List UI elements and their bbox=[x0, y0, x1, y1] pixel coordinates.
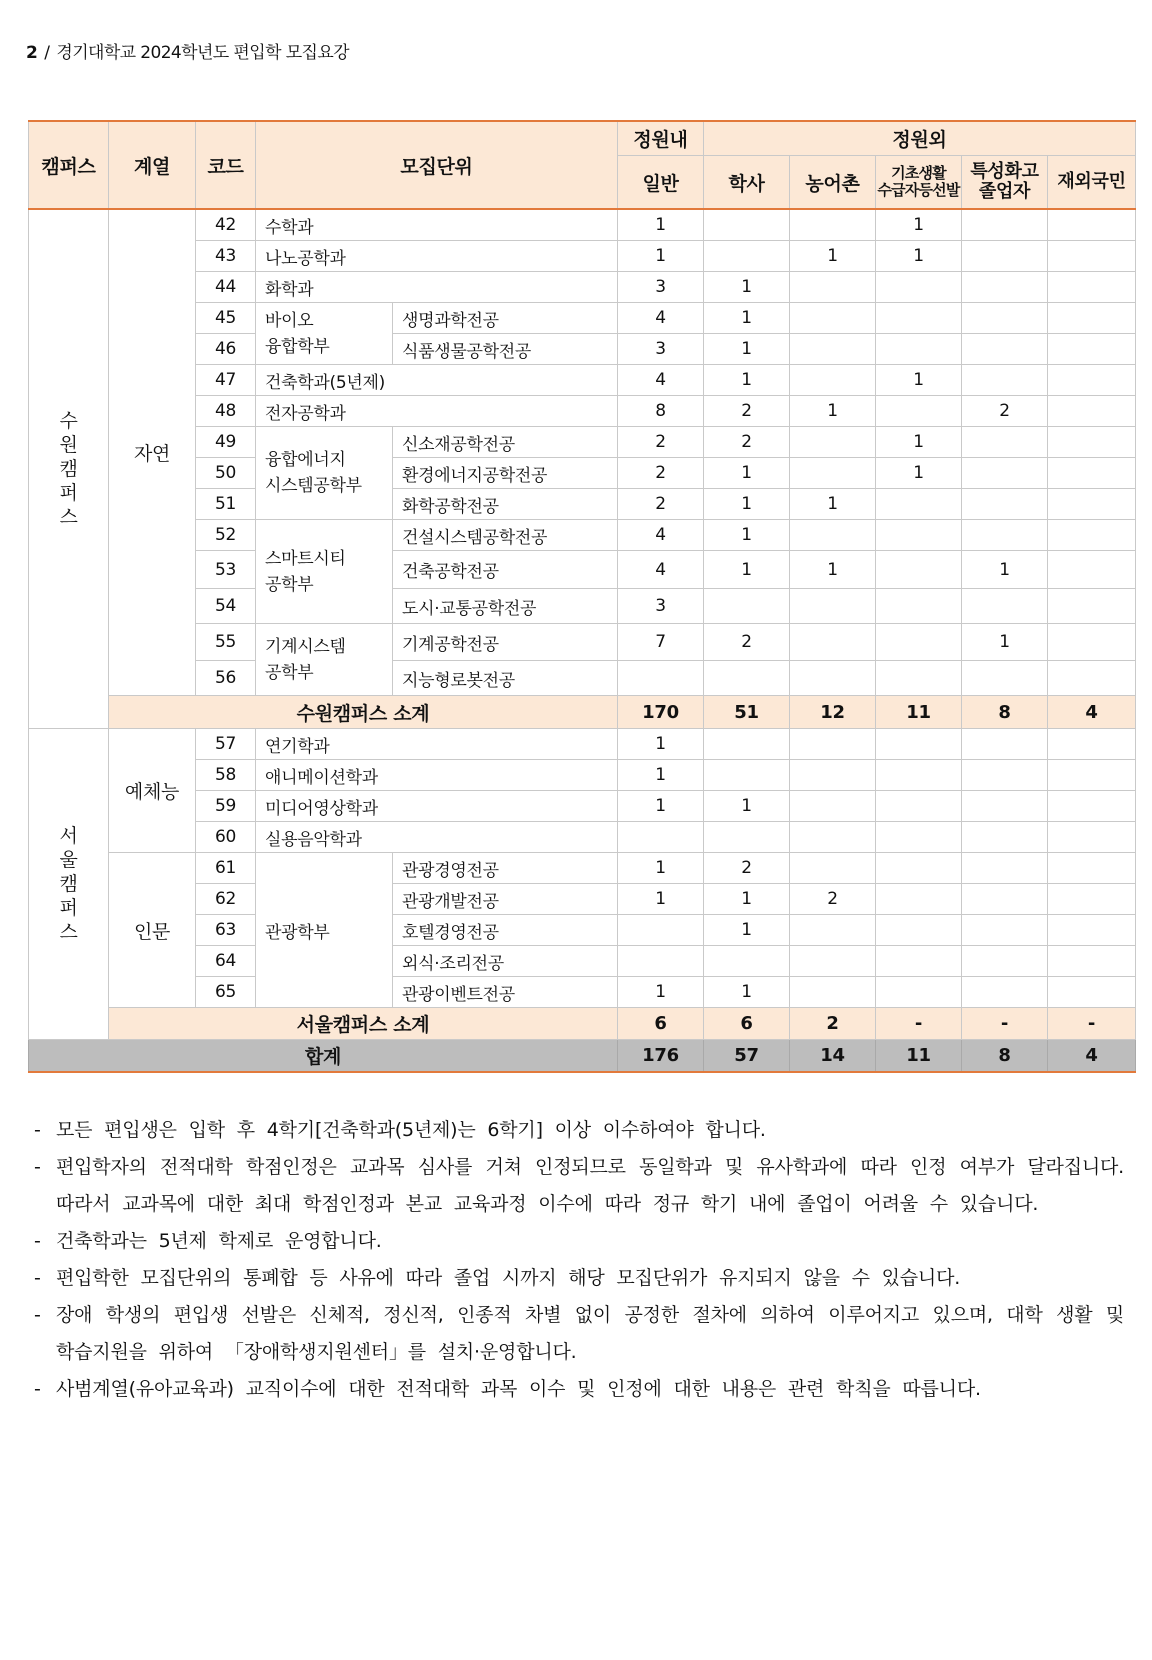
basic-cell bbox=[876, 520, 962, 551]
rural-cell bbox=[790, 661, 876, 696]
rural-cell: 1 bbox=[790, 551, 876, 589]
bachelor-cell: 1 bbox=[704, 915, 790, 946]
col-bachelor-header: 학사 bbox=[704, 156, 790, 210]
note-text: 모든 편입생은 입학 후 4학기[건축학과(5년제)는 6학기] 이상 이수하여야 합니다. bbox=[56, 1119, 766, 1141]
table-row bbox=[29, 303, 1136, 334]
general-cell: 3 bbox=[618, 272, 704, 303]
table-row bbox=[29, 209, 1136, 241]
bachelor-cell: 1 bbox=[704, 458, 790, 489]
basic-cell bbox=[876, 915, 962, 946]
code-cell: 51 bbox=[196, 489, 256, 520]
code-cell: 50 bbox=[196, 458, 256, 489]
general-cell bbox=[618, 946, 704, 977]
code-cell: 55 bbox=[196, 624, 256, 661]
basic-cell bbox=[876, 489, 962, 520]
unit-cell: 화학공학전공 bbox=[393, 489, 618, 520]
unit-cell: 외식·조리전공 bbox=[393, 946, 618, 977]
basic-cell bbox=[876, 303, 962, 334]
table-row bbox=[29, 791, 1136, 822]
total-basic: 11 bbox=[876, 1040, 962, 1072]
bachelor-cell: 2 bbox=[704, 853, 790, 884]
code-cell: 47 bbox=[196, 365, 256, 396]
col-rural-header: 농어촌 bbox=[790, 156, 876, 210]
overseas-cell bbox=[1048, 458, 1136, 489]
table-row bbox=[29, 760, 1136, 791]
basic-cell bbox=[876, 661, 962, 696]
header-separator: / bbox=[44, 43, 50, 63]
table-row bbox=[29, 915, 1136, 946]
overseas-cell bbox=[1048, 760, 1136, 791]
general-cell: 4 bbox=[618, 303, 704, 334]
note-dash: - bbox=[34, 1267, 41, 1289]
rural-cell bbox=[790, 791, 876, 822]
special-cell bbox=[962, 427, 1048, 458]
campus-suwon-label: 수 원 캠 퍼 스 bbox=[29, 209, 109, 729]
unit-cell: 신소재공학전공 bbox=[393, 427, 618, 458]
total-general: 176 bbox=[618, 1040, 704, 1072]
overseas-cell bbox=[1048, 396, 1136, 427]
overseas-cell bbox=[1048, 551, 1136, 589]
rural-cell bbox=[790, 334, 876, 365]
note-dash: - bbox=[34, 1119, 41, 1141]
unit-cell: 실용음악학과 bbox=[256, 822, 618, 853]
note-dash: - bbox=[34, 1378, 41, 1400]
seoul-subtotal-row bbox=[29, 1008, 1136, 1040]
basic-cell: 1 bbox=[876, 209, 962, 241]
basic-cell bbox=[876, 589, 962, 624]
code-cell: 54 bbox=[196, 589, 256, 624]
basic-cell bbox=[876, 791, 962, 822]
rural-cell bbox=[790, 946, 876, 977]
unit-group-mechanical: 기계시스템 공학부 bbox=[256, 624, 393, 696]
table-row bbox=[29, 551, 1136, 589]
general-cell: 1 bbox=[618, 791, 704, 822]
rural-cell bbox=[790, 303, 876, 334]
special-cell bbox=[962, 334, 1048, 365]
bachelor-cell bbox=[704, 241, 790, 272]
note-text: 사범계열(유아교육과) 교직이수에 대한 전적대학 과목 이수 및 인정에 대한 내용은 관련 학칙을 따릅니다. bbox=[56, 1378, 981, 1400]
special-cell bbox=[962, 303, 1048, 334]
bachelor-cell: 1 bbox=[704, 272, 790, 303]
rural-cell bbox=[790, 822, 876, 853]
col-overseas-header: 재외국민 bbox=[1048, 156, 1136, 210]
table-row bbox=[29, 396, 1136, 427]
special-cell bbox=[962, 946, 1048, 977]
table-row bbox=[29, 241, 1136, 272]
suwon-subtotal-row bbox=[29, 696, 1136, 729]
rural-cell bbox=[790, 977, 876, 1008]
unit-group-smartcity: 스마트시티 공학부 bbox=[256, 520, 393, 624]
overseas-cell bbox=[1048, 334, 1136, 365]
rural-cell bbox=[790, 209, 876, 241]
general-cell: 1 bbox=[618, 241, 704, 272]
rural-cell bbox=[790, 427, 876, 458]
subtotal-basic: 11 bbox=[876, 696, 962, 729]
unit-cell: 나노공학과 bbox=[256, 241, 618, 272]
unit-cell: 생명과학전공 bbox=[393, 303, 618, 334]
general-cell: 3 bbox=[618, 334, 704, 365]
code-cell: 64 bbox=[196, 946, 256, 977]
field-arts-label: 예체능 bbox=[109, 729, 196, 853]
code-cell: 65 bbox=[196, 977, 256, 1008]
basic-cell bbox=[876, 946, 962, 977]
overseas-cell bbox=[1048, 427, 1136, 458]
table-row bbox=[29, 822, 1136, 853]
overseas-cell bbox=[1048, 272, 1136, 303]
general-cell: 3 bbox=[618, 589, 704, 624]
rural-cell: 1 bbox=[790, 396, 876, 427]
table-row bbox=[29, 729, 1136, 760]
table-row bbox=[29, 489, 1136, 520]
overseas-cell bbox=[1048, 661, 1136, 696]
code-cell: 63 bbox=[196, 915, 256, 946]
bachelor-cell: 2 bbox=[704, 624, 790, 661]
subtotal-overseas: 4 bbox=[1048, 696, 1136, 729]
subtotal-special: 8 bbox=[962, 696, 1048, 729]
general-cell: 4 bbox=[618, 551, 704, 589]
rural-cell bbox=[790, 458, 876, 489]
grand-total-row bbox=[29, 1040, 1136, 1072]
unit-group-tourism: 관광학부 bbox=[256, 853, 393, 1008]
special-cell bbox=[962, 458, 1048, 489]
total-rural: 14 bbox=[790, 1040, 876, 1072]
table-row bbox=[29, 272, 1136, 303]
unit-cell: 미디어영상학과 bbox=[256, 791, 618, 822]
unit-cell: 전자공학과 bbox=[256, 396, 618, 427]
total-overseas: 4 bbox=[1048, 1040, 1136, 1072]
bachelor-cell bbox=[704, 661, 790, 696]
basic-cell bbox=[876, 396, 962, 427]
col-specialized-hs-header: 특성화고 졸업자 bbox=[962, 156, 1048, 210]
rural-cell bbox=[790, 272, 876, 303]
code-cell: 57 bbox=[196, 729, 256, 760]
table-row bbox=[29, 427, 1136, 458]
table-row bbox=[29, 520, 1136, 551]
general-cell: 2 bbox=[618, 458, 704, 489]
col-basic-livelihood-header: 기초생활 수급자등선발 bbox=[876, 156, 962, 210]
note-item bbox=[34, 1297, 1124, 1371]
subtotal-general: 6 bbox=[618, 1008, 704, 1040]
special-cell bbox=[962, 589, 1048, 624]
unit-cell: 연기학과 bbox=[256, 729, 618, 760]
code-cell: 42 bbox=[196, 209, 256, 241]
recruitment-table bbox=[28, 120, 1136, 1073]
special-cell bbox=[962, 822, 1048, 853]
field-humanities-label: 인문 bbox=[109, 853, 196, 1008]
overseas-cell bbox=[1048, 489, 1136, 520]
table-row bbox=[29, 946, 1136, 977]
subtotal-general: 170 bbox=[618, 696, 704, 729]
unit-cell: 애니메이션학과 bbox=[256, 760, 618, 791]
bachelor-cell: 1 bbox=[704, 520, 790, 551]
rural-cell bbox=[790, 853, 876, 884]
note-dash: - bbox=[34, 1230, 41, 1252]
rural-cell bbox=[790, 915, 876, 946]
basic-cell: 1 bbox=[876, 458, 962, 489]
rural-cell bbox=[790, 729, 876, 760]
general-cell: 1 bbox=[618, 760, 704, 791]
unit-cell: 건설시스템공학전공 bbox=[393, 520, 618, 551]
general-cell bbox=[618, 661, 704, 696]
special-cell bbox=[962, 241, 1048, 272]
basic-cell: 1 bbox=[876, 365, 962, 396]
note-text: 편입학한 모집단위의 통폐합 등 사유에 따라 졸업 시까지 해당 모집단위가 유지되지 않을 수 있습니다. bbox=[56, 1267, 961, 1289]
code-cell: 44 bbox=[196, 272, 256, 303]
table-row bbox=[29, 334, 1136, 365]
bachelor-cell bbox=[704, 822, 790, 853]
subtotal-bachelor: 51 bbox=[704, 696, 790, 729]
unit-cell: 수학과 bbox=[256, 209, 618, 241]
basic-cell: 1 bbox=[876, 241, 962, 272]
general-cell: 1 bbox=[618, 853, 704, 884]
rural-cell bbox=[790, 365, 876, 396]
basic-cell bbox=[876, 977, 962, 1008]
table-row bbox=[29, 977, 1136, 1008]
code-cell: 60 bbox=[196, 822, 256, 853]
table-row bbox=[29, 661, 1136, 696]
subtotal-label: 수원캠퍼스 소계 bbox=[109, 696, 618, 729]
basic-cell bbox=[876, 272, 962, 303]
rural-cell bbox=[790, 760, 876, 791]
bachelor-cell: 1 bbox=[704, 884, 790, 915]
col-code-header: 코드 bbox=[196, 121, 256, 209]
overseas-cell bbox=[1048, 365, 1136, 396]
overseas-cell bbox=[1048, 977, 1136, 1008]
unit-cell: 관광개발전공 bbox=[393, 884, 618, 915]
subtotal-rural: 2 bbox=[790, 1008, 876, 1040]
special-cell bbox=[962, 729, 1048, 760]
page-number: 2 bbox=[26, 43, 38, 63]
table-row bbox=[29, 589, 1136, 624]
note-item bbox=[34, 1149, 1124, 1223]
overseas-cell bbox=[1048, 915, 1136, 946]
unit-cell: 기계공학전공 bbox=[393, 624, 618, 661]
special-cell bbox=[962, 209, 1048, 241]
special-cell: 1 bbox=[962, 624, 1048, 661]
table-row bbox=[29, 365, 1136, 396]
bachelor-cell bbox=[704, 209, 790, 241]
unit-cell: 환경에너지공학전공 bbox=[393, 458, 618, 489]
campus-seoul-label: 서 울 캠 퍼 스 bbox=[29, 729, 109, 1040]
special-cell bbox=[962, 760, 1048, 791]
general-cell: 4 bbox=[618, 365, 704, 396]
unit-cell: 호텔경영전공 bbox=[393, 915, 618, 946]
general-cell: 2 bbox=[618, 427, 704, 458]
overseas-cell bbox=[1048, 884, 1136, 915]
subtotal-rural: 12 bbox=[790, 696, 876, 729]
col-field-header: 계열 bbox=[109, 121, 196, 209]
basic-cell bbox=[876, 884, 962, 915]
bachelor-cell bbox=[704, 589, 790, 624]
bachelor-cell: 2 bbox=[704, 396, 790, 427]
unit-cell: 관광이벤트전공 bbox=[393, 977, 618, 1008]
code-cell: 48 bbox=[196, 396, 256, 427]
col-unit-header: 모집단위 bbox=[256, 121, 618, 209]
page-header bbox=[26, 38, 349, 63]
field-nature-label: 자연 bbox=[109, 209, 196, 696]
total-label: 합계 bbox=[29, 1040, 618, 1072]
general-cell: 8 bbox=[618, 396, 704, 427]
overseas-cell bbox=[1048, 209, 1136, 241]
unit-group-bio: 바이오 융합학부 bbox=[256, 303, 393, 365]
general-cell bbox=[618, 915, 704, 946]
basic-cell bbox=[876, 853, 962, 884]
rural-cell bbox=[790, 520, 876, 551]
note-item bbox=[34, 1260, 1124, 1297]
basic-cell bbox=[876, 334, 962, 365]
unit-cell: 건축공학전공 bbox=[393, 551, 618, 589]
basic-cell bbox=[876, 760, 962, 791]
unit-cell: 건축학과(5년제) bbox=[256, 365, 618, 396]
bachelor-cell: 2 bbox=[704, 427, 790, 458]
rural-cell bbox=[790, 624, 876, 661]
bachelor-cell: 1 bbox=[704, 551, 790, 589]
bachelor-cell: 1 bbox=[704, 791, 790, 822]
overseas-cell bbox=[1048, 946, 1136, 977]
general-cell: 7 bbox=[618, 624, 704, 661]
code-cell: 59 bbox=[196, 791, 256, 822]
rural-cell: 1 bbox=[790, 241, 876, 272]
rural-cell: 1 bbox=[790, 489, 876, 520]
overseas-cell bbox=[1048, 303, 1136, 334]
general-cell: 1 bbox=[618, 209, 704, 241]
overseas-cell bbox=[1048, 853, 1136, 884]
note-item bbox=[34, 1112, 1124, 1149]
basic-cell bbox=[876, 551, 962, 589]
overseas-cell bbox=[1048, 589, 1136, 624]
code-cell: 49 bbox=[196, 427, 256, 458]
code-cell: 58 bbox=[196, 760, 256, 791]
code-cell: 61 bbox=[196, 853, 256, 884]
overseas-cell bbox=[1048, 729, 1136, 760]
document-title: 경기대학교 2024학년도 편입학 모집요강 bbox=[56, 43, 349, 63]
general-cell: 2 bbox=[618, 489, 704, 520]
special-cell bbox=[962, 853, 1048, 884]
table-row bbox=[29, 884, 1136, 915]
code-cell: 56 bbox=[196, 661, 256, 696]
unit-cell: 화학과 bbox=[256, 272, 618, 303]
code-cell: 53 bbox=[196, 551, 256, 589]
overseas-cell bbox=[1048, 791, 1136, 822]
unit-cell: 관광경영전공 bbox=[393, 853, 618, 884]
note-dash: - bbox=[34, 1156, 41, 1178]
note-item bbox=[34, 1223, 1124, 1260]
total-bachelor: 57 bbox=[704, 1040, 790, 1072]
basic-cell: 1 bbox=[876, 427, 962, 458]
special-cell: 1 bbox=[962, 551, 1048, 589]
subtotal-bachelor: 6 bbox=[704, 1008, 790, 1040]
rural-cell: 2 bbox=[790, 884, 876, 915]
bachelor-cell: 1 bbox=[704, 365, 790, 396]
general-cell: 1 bbox=[618, 977, 704, 1008]
special-cell bbox=[962, 977, 1048, 1008]
basic-cell bbox=[876, 729, 962, 760]
special-cell bbox=[962, 884, 1048, 915]
table-row bbox=[29, 458, 1136, 489]
bachelor-cell: 1 bbox=[704, 334, 790, 365]
overseas-cell bbox=[1048, 520, 1136, 551]
special-cell bbox=[962, 365, 1048, 396]
subtotal-special: - bbox=[962, 1008, 1048, 1040]
general-cell: 1 bbox=[618, 729, 704, 760]
special-cell: 2 bbox=[962, 396, 1048, 427]
note-dash: - bbox=[34, 1304, 41, 1326]
note-text: 장애 학생의 편입생 선발은 신체적, 정신적, 인종적 차별 없이 공정한 절차에 의하여 이루어지고 있으며, 대학 생활 및 학습지원을 위하여 「장애학생지원센터」를 설치·운영합니다. bbox=[56, 1304, 1124, 1363]
unit-cell: 식품생물공학전공 bbox=[393, 334, 618, 365]
col-campus-header: 캠퍼스 bbox=[29, 121, 109, 209]
group-out-quota-header: 정원외 bbox=[704, 121, 1136, 156]
col-general-header: 일반 bbox=[618, 156, 704, 210]
rural-cell bbox=[790, 589, 876, 624]
general-cell bbox=[618, 822, 704, 853]
special-cell bbox=[962, 489, 1048, 520]
table-row bbox=[29, 624, 1136, 661]
overseas-cell bbox=[1048, 822, 1136, 853]
note-item bbox=[34, 1371, 1124, 1408]
subtotal-label: 서울캠퍼스 소계 bbox=[109, 1008, 618, 1040]
code-cell: 52 bbox=[196, 520, 256, 551]
unit-cell: 지능형로봇전공 bbox=[393, 661, 618, 696]
special-cell bbox=[962, 520, 1048, 551]
special-cell bbox=[962, 915, 1048, 946]
basic-cell bbox=[876, 822, 962, 853]
overseas-cell bbox=[1048, 241, 1136, 272]
bachelor-cell bbox=[704, 946, 790, 977]
bachelor-cell bbox=[704, 760, 790, 791]
notes-list bbox=[34, 1112, 1124, 1408]
unit-group-energy: 융합에너지 시스템공학부 bbox=[256, 427, 393, 520]
note-text: 건축학과는 5년제 학제로 운영합니다. bbox=[56, 1230, 382, 1252]
general-cell: 1 bbox=[618, 884, 704, 915]
group-in-quota-header: 정원내 bbox=[618, 121, 704, 156]
bachelor-cell bbox=[704, 729, 790, 760]
bachelor-cell: 1 bbox=[704, 489, 790, 520]
subtotal-basic: - bbox=[876, 1008, 962, 1040]
unit-cell: 도시·교통공학전공 bbox=[393, 589, 618, 624]
bachelor-cell: 1 bbox=[704, 303, 790, 334]
general-cell: 4 bbox=[618, 520, 704, 551]
code-cell: 46 bbox=[196, 334, 256, 365]
code-cell: 43 bbox=[196, 241, 256, 272]
bachelor-cell: 1 bbox=[704, 977, 790, 1008]
special-cell bbox=[962, 661, 1048, 696]
total-special: 8 bbox=[962, 1040, 1048, 1072]
note-text: 편입학자의 전적대학 학점인정은 교과목 심사를 거쳐 인정되므로 동일학과 및 유사학과에 따라 인정 여부가 달라집니다. 따라서 교과목에 대한 최대 학점인정과 본교 교육과정 이수에 따라 정규 학기 내에 졸업이 어려울 수 있습니다. bbox=[56, 1156, 1124, 1215]
basic-cell bbox=[876, 624, 962, 661]
subtotal-overseas: - bbox=[1048, 1008, 1136, 1040]
table-row bbox=[29, 853, 1136, 884]
special-cell bbox=[962, 791, 1048, 822]
code-cell: 62 bbox=[196, 884, 256, 915]
overseas-cell bbox=[1048, 624, 1136, 661]
code-cell: 45 bbox=[196, 303, 256, 334]
special-cell bbox=[962, 272, 1048, 303]
